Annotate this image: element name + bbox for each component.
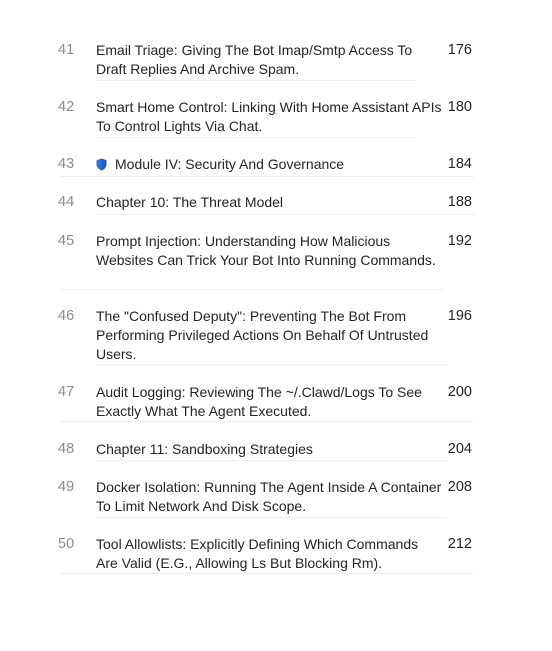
entry-number: 48 — [58, 441, 75, 457]
entry-divider — [96, 214, 476, 215]
entry-number: 45 — [58, 233, 75, 249]
entry-page: 196 — [447, 308, 472, 324]
entry-page: 204 — [447, 441, 472, 457]
entry-divider — [96, 137, 416, 138]
entry-page: 200 — [447, 384, 472, 400]
entry-title: The "Confused Deputy": Preventing The Bot From Performing Privileged Actions On Behalf Of Untrusted Users. — [96, 308, 429, 362]
entry-divider — [60, 421, 474, 422]
entry-divider — [96, 517, 446, 518]
entry-page: 180 — [447, 99, 472, 115]
entry-page: 208 — [447, 479, 472, 495]
entry-number: 42 — [58, 99, 75, 115]
entry-title: Audit Logging: Reviewing The ~/.Clawd/Logs To See Exactly What The Agent Executed. — [96, 384, 422, 419]
entry-title: Smart Home Control: Linking With Home Assistant APIs To Control Lights Via Chat. — [96, 99, 442, 134]
entry-title: Chapter 11: Sandboxing Strategies — [96, 441, 313, 457]
entry-divider — [60, 176, 474, 177]
entry-title: Email Triage: Giving The Bot Imap/Smtp Access To Draft Replies And Archive Spam. — [96, 42, 413, 77]
entry-title: Prompt Injection: Understanding How Malicious Websites Can Trick Your Bot Into Running Commands. — [96, 233, 436, 268]
entry-number: 43 — [58, 156, 75, 172]
entry-number: 41 — [58, 42, 75, 58]
entry-divider — [96, 80, 416, 81]
entry-number: 46 — [58, 308, 75, 324]
entry-number: 49 — [58, 479, 75, 495]
entry-divider — [96, 460, 446, 461]
entry-divider — [60, 573, 474, 574]
entry-divider — [96, 364, 446, 365]
entry-title: Tool Allowlists: Explicitly Defining Which Commands Are Valid (E.G., Allowing Ls But Blocking Rm). — [96, 536, 419, 571]
entry-page: 192 — [447, 233, 472, 249]
entry-title-with-icon — [96, 155, 442, 174]
entry-page: 188 — [447, 194, 472, 210]
entry-number: 47 — [58, 384, 75, 400]
entry-number: 50 — [58, 536, 75, 552]
entry-number: 44 — [58, 194, 75, 210]
entry-page: 212 — [447, 536, 472, 552]
shield-icon — [96, 158, 107, 171]
entry-page: 176 — [447, 42, 472, 58]
entry-page: 184 — [447, 156, 472, 172]
entry-divider — [60, 289, 444, 290]
entry-title: Module IV: Security And Governance — [115, 156, 345, 172]
entry-title: Chapter 10: The Threat Model — [96, 194, 284, 210]
entry-title: Docker Isolation: Running The Agent Inside A Container To Limit Network And Disk Scope. — [96, 479, 442, 514]
